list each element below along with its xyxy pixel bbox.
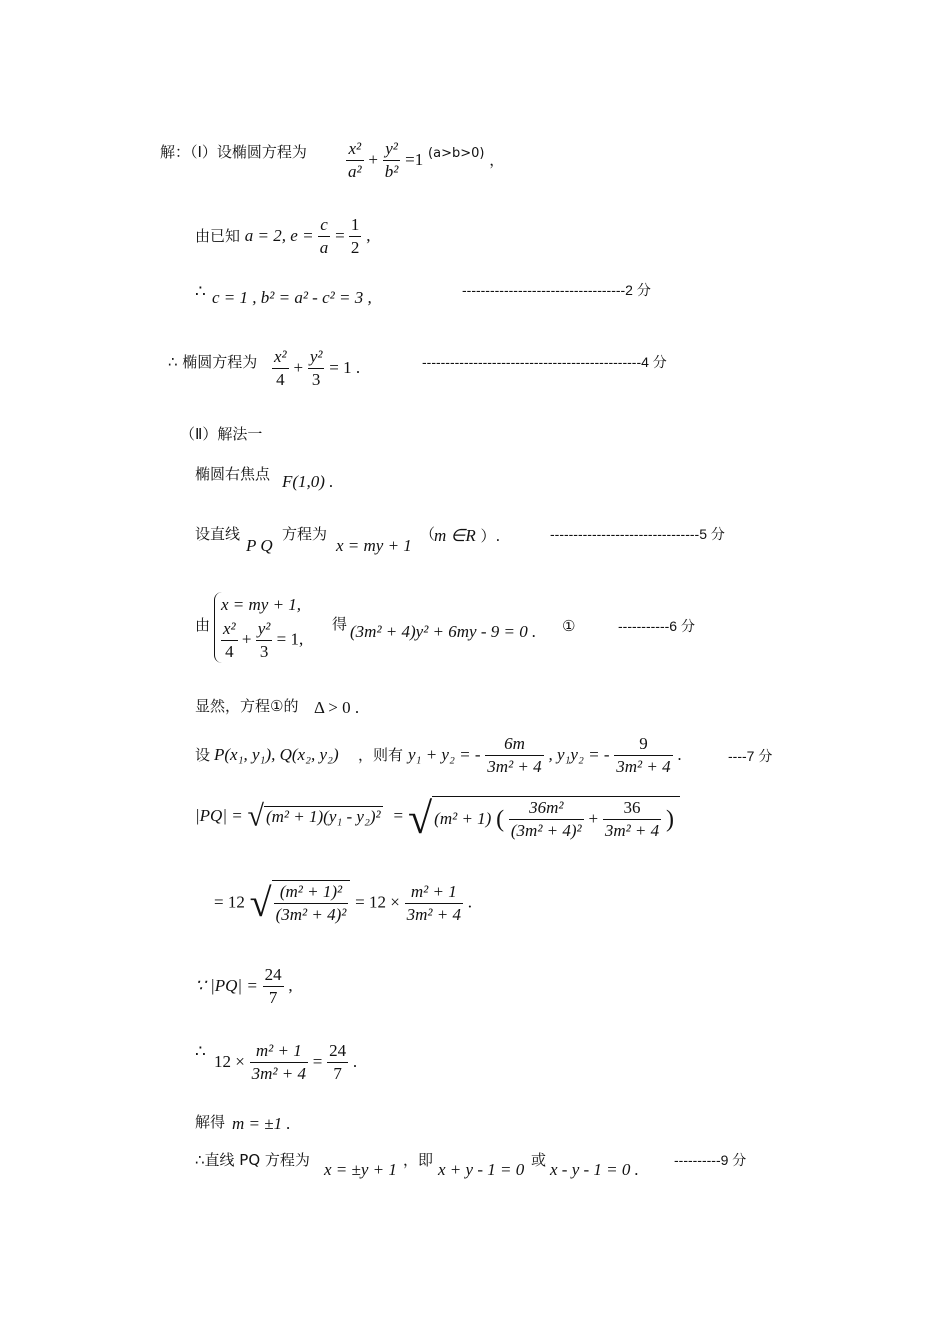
pq-simplified: = 12 √ $\frac{\text{(m² + 1)²}}{\text{(3m² + 4)²}}$ = 12 × $\frac{\text{m² + 1}}{\text{3m² + 4}}$ .: [214, 880, 472, 925]
focus-line: 椭圆右焦点: [195, 465, 271, 483]
line-pq-name: P Q: [246, 536, 273, 555]
score-5: --------------------------------5 分: [550, 526, 725, 542]
ellipse-result-label: ∴ 椭圆方程为: [168, 353, 258, 371]
pq-length-expanded: √ (m² + 1) ( $\frac{\text{36m²}}{\text{(3m² + 4)²}}$ + $\frac{36}{\text{3m² + 4}}$ ): [408, 796, 680, 842]
fraction-x-a: $\frac{\text{x²}}{\text{a²}}$: [348, 139, 362, 181]
final-expression-1: x = ±y + 1: [324, 1160, 397, 1179]
line-pq-cond-open: （: [420, 525, 436, 543]
pq-length: |PQ| = √ (m² + 1)(y₁ - y₂)² =: [195, 799, 404, 833]
vieta-label: 设: [195, 746, 211, 764]
c-line: ∴: [195, 282, 206, 301]
final-ie: ，即: [403, 1151, 434, 1169]
part1-intro-line: [160, 142, 307, 162]
therefore-3: ∴: [195, 1042, 206, 1061]
score-6: -----------6 分: [618, 618, 695, 634]
focus-expression: F(1,0) .: [282, 472, 334, 491]
equation-system: x = my + 1, $\frac{\text{x²}}{4}$ + $\frac{\text{y²}}{3}$ = 1,: [214, 592, 303, 663]
score-4: -----------------------------------------------4 分: [422, 354, 667, 370]
part2-header: （Ⅱ）解法一: [180, 425, 263, 443]
score-9: ----------9 分: [674, 1152, 747, 1168]
ellipse-equation: $\frac{\text{x²}}{\text{a²}}$ + $\frac{\text{y²}}{\text{b²}}$ =1 (a>b>0) ，: [348, 139, 505, 181]
score-2: -----------------------------------2 分: [462, 282, 651, 298]
known-line: 由已知 a = 2, e = $\frac{c}{a}$ = $\frac{1}{2}$ ,: [195, 215, 371, 257]
line-pq-label2: 方程为: [282, 525, 328, 543]
circled-one: ①: [562, 617, 576, 635]
vieta-formulas: y₁ + y₂ = - $\frac{6m}{\text{3m² + 4}}$ , y₁y₂ = - $\frac{9}{\text{3m² + 4}}$ .: [408, 734, 682, 776]
c-expression: c = 1 , b² = a² - c² = 3 ,: [212, 288, 372, 307]
solve-expression: m = ±1 .: [232, 1114, 291, 1133]
discriminant-text: 显然，方程①的: [195, 697, 299, 715]
line-pq-expression: x = my + 1: [336, 536, 412, 555]
vieta-then: ，则有: [358, 746, 404, 764]
intro-text: 解：（Ⅰ）设椭圆方程为: [160, 143, 307, 161]
ellipse-result: $\frac{\text{x²}}{4}$ + $\frac{\text{y²}}{3}$ = 1 .: [274, 347, 361, 389]
final-expression-3: x - y - 1 = 0 .: [550, 1160, 639, 1179]
quadratic-equation: (3m² + 4)y² + 6my - 9 = 0 .: [350, 622, 537, 641]
system-label: 由: [195, 616, 211, 634]
discriminant-expression: Δ > 0 .: [314, 698, 360, 717]
final-label: ∴直线 PQ 方程为: [195, 1151, 310, 1169]
final-or: 或: [531, 1151, 547, 1169]
line-pq-label: 设直线: [195, 525, 241, 543]
fraction-y-b: $\frac{\text{y²}}{\text{b²}}$: [384, 139, 399, 181]
final-expression-2: x + y - 1 = 0: [438, 1160, 525, 1179]
score-7: ----7 分: [728, 748, 773, 764]
condition: (a>b>0): [428, 146, 485, 161]
equation-12: 12 × $\frac{\text{m² + 1}}{\text{3m² + 4}}$ = $\frac{24}{7}$ .: [214, 1041, 358, 1083]
points-expression: P(x₁, y₁), Q(x₂, y₂): [214, 745, 339, 764]
because-line: ∵ |PQ| = $\frac{24}{7}$ ,: [195, 965, 293, 1007]
derive-label: 得: [332, 615, 348, 633]
solve-label: 解得: [195, 1113, 226, 1131]
line-pq-condition: m ∈R ）.: [434, 526, 501, 545]
